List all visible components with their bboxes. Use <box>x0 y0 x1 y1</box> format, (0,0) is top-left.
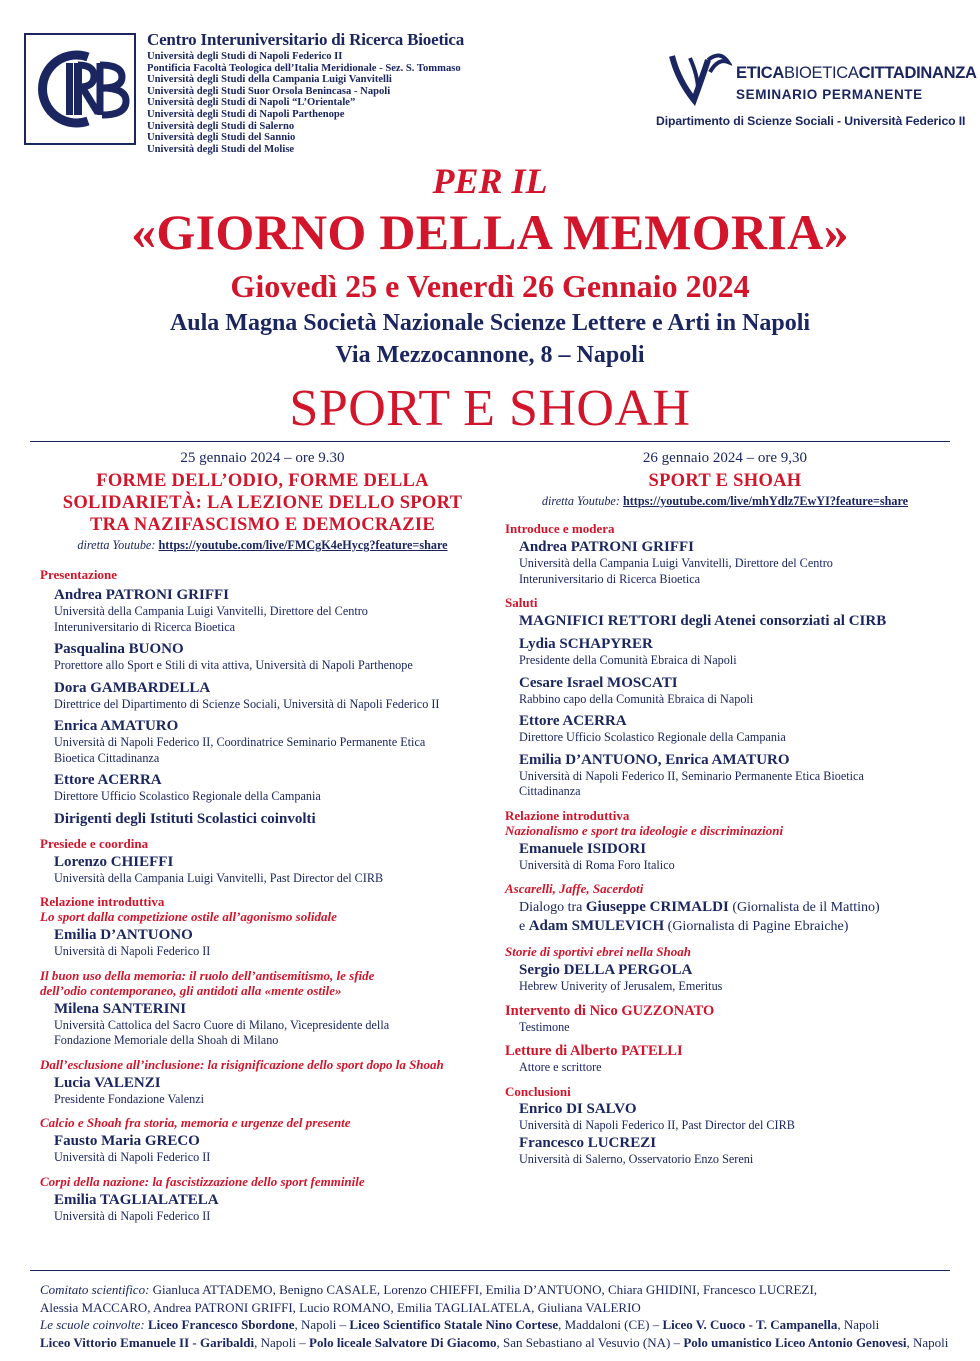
speaker-name: Cesare Israel MOSCATI <box>519 674 678 691</box>
title-per-il: PER IL <box>432 161 548 201</box>
speaker-name: MAGNIFICI RETTORI degli Atenei consorziati al CIRB <box>519 613 887 629</box>
talk-title: dell’odio contemporaneo, gli antidoti alla «mente ostile» <box>40 982 342 998</box>
speaker-name: Dora GAMBARDELLA <box>54 679 211 696</box>
speaker-affiliation: Università di Salerno, Osservatorio Enzo Sereni <box>519 1152 754 1166</box>
school-place: , Napoli – <box>254 1334 310 1350</box>
speaker <box>505 961 945 995</box>
bottom-divider <box>30 1270 950 1271</box>
dialogue-line <box>519 917 945 936</box>
speaker-affiliation: (Giornalista de il Mattino) <box>728 900 880 915</box>
talk-title: Storie di sportivi ebrei nella Shoah <box>505 944 691 959</box>
school-name: Liceo Vittorio Emanuele II - Garibaldi <box>40 1334 255 1350</box>
speaker-name: Fausto Maria GRECO <box>54 1133 200 1149</box>
dialogue-text: e <box>519 919 529 934</box>
venue-address: Via Mezzocannone, 8 – Napoli <box>335 342 645 368</box>
day2-youtube <box>505 494 945 509</box>
talk-title: Lo sport dalla competizione ostile all’agonismo solidale <box>40 909 337 924</box>
speaker-name: Francesco LUCREZI <box>519 1135 657 1151</box>
section-presiede: Presiede e coordina <box>40 835 149 851</box>
speaker-affiliation: Bioetica Cittadinanza <box>54 750 160 765</box>
speaker <box>505 840 945 874</box>
section-saluti: Saluti <box>505 595 538 610</box>
speaker-affiliation: Direttore Ufficio Scolastico Regionale della Campania <box>519 730 786 744</box>
cirb-member: Università degli Studi di Napoli “L’Orientale” <box>147 97 356 109</box>
speaker-affiliation: Interuniversitario di Ricerca Bioetica <box>54 619 236 634</box>
speaker-affiliation: Università di Napoli Federico II <box>54 1150 211 1164</box>
speaker <box>40 586 485 635</box>
cirb-member: Università degli Studi della Campania Luigi Vanvitelli <box>147 74 392 86</box>
section-presentazione: Presentazione <box>40 567 118 582</box>
day2-title: SPORT E SHOAH <box>648 471 802 491</box>
etica-brand-part: ETICA <box>736 64 785 82</box>
speaker <box>40 679 485 713</box>
speaker-affiliation: Università di Napoli Federico II <box>54 1208 211 1223</box>
day2-column <box>505 450 945 1168</box>
speaker-affiliation: (Giornalista di Pagine Ebraiche) <box>664 919 849 934</box>
etica-brand-part: CITTADINANZA <box>858 64 977 82</box>
day2-date: 26 gennaio 2024 – ore 9,30 <box>642 450 808 466</box>
comitato-label: Comitato scientifico: <box>40 1282 150 1297</box>
talk-title: Corpi della nazione: la fascistizzazione dello sport femminile <box>40 1173 365 1189</box>
section-intervento: Intervento di Nico GUZZONATO <box>505 1002 715 1019</box>
speaker-name: Pasqualina BUONO <box>54 641 184 657</box>
cirb-member: Università degli Studi di Salerno <box>147 120 295 132</box>
speaker <box>40 1074 485 1108</box>
speaker <box>505 674 945 708</box>
cirb-member: Pontificia Facoltà Teologica dell’Italia Meridionale - Sez. S. Tommaso <box>147 62 461 74</box>
dialogue-text: Dialogo tra <box>519 900 586 915</box>
speaker <box>40 926 485 960</box>
speaker-affiliation: Direttore Ufficio Scolastico Regionale della Campania <box>54 789 321 803</box>
youtube-label: diretta Youtube: <box>77 538 156 552</box>
day1-youtube <box>40 538 485 553</box>
scuole-label: Le scuole coinvolte: <box>40 1317 145 1333</box>
day1-title-line: SOLIDARIETÀ: LA LEZIONE DELLO SPORT <box>62 493 463 513</box>
etica-department: Dipartimento di Scienze Sociali - Università Federico II <box>656 114 966 128</box>
dialogue-line <box>519 898 945 917</box>
speaker <box>505 1134 945 1168</box>
etica-brand-part: BIOETICA <box>784 64 859 82</box>
speaker <box>40 640 485 674</box>
top-divider <box>30 441 950 442</box>
footer <box>40 1281 949 1351</box>
cirb-member: Università degli Studi del Sannio <box>147 132 296 144</box>
cirb-logo-mark <box>26 35 134 143</box>
school-name: Liceo V. Cuoco - T. Campanella <box>662 1317 838 1333</box>
speaker-affiliation: Università della Campania Luigi Vanvitelli, Direttore del Centro <box>519 556 833 570</box>
cirb-member-list <box>147 51 464 155</box>
cirb-member: Università degli Studi di Napoli Parthenope <box>147 108 345 120</box>
speaker-affiliation: Presidente Fondazione Valenzi <box>54 1091 205 1106</box>
etica-subtitle: SEMINARIO PERMANENTE <box>736 87 923 102</box>
school-place: , San Sebastiano al Vesuvio (NA) – <box>496 1334 684 1350</box>
cirb-member: Università degli Studi Suor Orsola Benincasa - Napoli <box>147 85 391 97</box>
speaker-name: Lydia SCHAPYRER <box>519 636 653 652</box>
speaker-affiliation: Cittadinanza <box>519 784 581 798</box>
speaker-affiliation: Presidente della Comunità Ebraica di Napoli <box>519 653 737 667</box>
scuole-line <box>40 1334 949 1352</box>
speaker-affiliation: Università di Napoli Federico II <box>54 944 211 958</box>
comitato-names: Gianluca ATTADEMO, Benigno CASALE, Lorenzo CHIEFFI, Emilia D’ANTUONO, Chiara GHIDINI, Francesco LUCREZI, <box>149 1282 818 1297</box>
speaker-name: Dirigenti degli Istituti Scolastici coinvolti <box>54 810 316 827</box>
speaker-name: Emilia D’ANTUONO <box>54 927 193 943</box>
speaker <box>505 635 945 669</box>
event-dates: Giovedì 25 e Venerdì 26 Gennaio 2024 <box>230 268 750 304</box>
speaker <box>40 717 485 766</box>
speaker-affiliation: Università di Napoli Federico II, Coordinatrice Seminario Permanente Etica <box>54 735 426 749</box>
day1-youtube-link[interactable]: https://youtube.com/live/FMCgK4eHycg?feature=share <box>158 538 448 552</box>
etica-logo-icon <box>668 50 732 106</box>
day1-title-line: FORME DELL’ODIO, FORME DELLA <box>96 471 429 491</box>
speaker-affiliation: Università della Campania Luigi Vanvitelli, Past Director del CIRB <box>54 870 384 885</box>
section-introduce: Introduce e modera <box>505 521 615 536</box>
speaker-affiliation: Testimone <box>519 1019 570 1034</box>
dialogue <box>505 898 945 936</box>
speaker-affiliation: Università di Napoli Federico II, Past Director del CIRB <box>519 1117 795 1132</box>
talk-title: Ascarelli, Jaffe, Sacerdoti <box>505 881 644 896</box>
speaker <box>40 810 485 828</box>
speaker <box>505 1060 945 1076</box>
speaker-name: Andrea PATRONI GRIFFI <box>54 587 230 603</box>
speaker-name: Milena SANTERINI <box>54 1000 187 1017</box>
section-relazione: Relazione introduttiva <box>505 807 630 823</box>
school-name: Liceo Francesco Sbordone <box>144 1317 295 1333</box>
school-place: , Napoli – <box>294 1317 350 1333</box>
youtube-label: diretta Youtube: <box>541 494 620 508</box>
speaker-affiliation: Università Cattolica del Sacro Cuore di Milano, Vicepresidente della <box>54 1017 390 1032</box>
speaker-affiliation: Attore e scrittore <box>519 1060 602 1074</box>
venue-name: Aula Magna Società Nazionale Scienze Lettere e Arti in Napoli <box>169 310 811 336</box>
speaker-affiliation: Università di Napoli Federico II, Seminario Permanente Etica Bioetica <box>519 768 864 783</box>
speaker-name: Sergio DELLA PERGOLA <box>519 962 693 978</box>
speaker-affiliation: Hebrew Univerity of Jerusalem, Emeritus <box>519 979 723 993</box>
speaker <box>505 751 945 800</box>
speaker-name: Adam SMULEVICH <box>528 918 665 934</box>
talk-title: Nazionalismo e sport tra ideologie e discriminazioni <box>505 822 784 838</box>
cirb-member: Università degli Studi del Molise <box>147 143 295 155</box>
cirb-logo <box>24 33 136 145</box>
speaker-affiliation: Università di Roma Foro Italico <box>519 857 675 872</box>
speaker <box>40 853 485 887</box>
speaker-name: Enrico DI SALVO <box>519 1100 637 1117</box>
speaker-name: Emilia TAGLIALATELA <box>54 1191 219 1208</box>
theme-title: SPORT E SHOAH <box>289 380 691 437</box>
day1-date: 25 gennaio 2024 – ore 9.30 <box>180 450 345 466</box>
school-place: , Napoli <box>837 1317 880 1333</box>
day2-youtube-link[interactable]: https://youtube.com/live/mhYdlz7EwYI?feature=share <box>622 494 909 508</box>
speaker-affiliation: Fondazione Memoriale della Shoah di Milano <box>54 1033 279 1047</box>
school-name: Polo umanistico Liceo Antonio Genovesi <box>683 1334 907 1350</box>
speaker <box>505 712 945 746</box>
school-place: , Napoli <box>906 1334 949 1350</box>
speaker <box>40 771 485 805</box>
day1-column <box>40 450 485 1224</box>
comitato-names: Alessia MACCARO, Andrea PATRONI GRIFFI, Lucio ROMANO, Emilia TAGLIALATELA, Giuliana VALERIO <box>40 1299 641 1315</box>
speaker-name: Enrica AMATURO <box>54 718 179 734</box>
speaker-affiliation: Interuniversitario di Ricerca Bioetica <box>519 571 701 586</box>
speaker-name: Giuseppe CRIMALDI <box>585 899 729 915</box>
speaker-affiliation: Direttrice del Dipartimento di Scienze Sociali, Università di Napoli Federico II <box>54 696 440 711</box>
speaker-name: Emilia D’ANTUONO, Enrica AMATURO <box>519 751 790 768</box>
talk-title: Calcio e Shoah fra storia, memoria e urgenze del presente <box>40 1115 351 1130</box>
section-conclusioni: Conclusioni <box>505 1083 571 1099</box>
speaker <box>40 1000 485 1049</box>
speaker-affiliation: Prorettore allo Sport e Stili di vita attiva, Università di Napoli Parthenope <box>54 658 413 672</box>
etica-brand <box>736 64 977 83</box>
speaker <box>40 1132 485 1166</box>
cirb-title: Centro Interuniversitario di Ricerca Bioetica <box>147 30 465 49</box>
speaker <box>40 1191 485 1225</box>
talk-title: Il buon uso della memoria: il ruolo dell’antisemitismo, le sfide <box>40 967 375 983</box>
speaker <box>505 538 945 587</box>
speaker-name: Ettore ACERRA <box>519 713 627 729</box>
speaker <box>505 1100 945 1134</box>
school-name: Liceo Scientifico Statale Nino Cortese <box>349 1317 559 1333</box>
cirb-member: Università degli Studi di Napoli Federico II <box>147 51 343 62</box>
main-title: «GIORNO DELLA MEMORIA» <box>131 204 849 260</box>
speaker-affiliation: Università della Campania Luigi Vanvitelli, Direttore del Centro <box>54 604 368 618</box>
speaker-name: Emanuele ISIDORI <box>519 840 647 857</box>
cirb-info <box>147 30 464 155</box>
school-name: Polo liceale Salvatore Di Giacomo <box>309 1334 497 1350</box>
day1-title-line: TRA NAZIFASCISMO E DEMOCRAZIE <box>90 515 435 535</box>
speaker <box>505 1020 945 1036</box>
speaker-affiliation: Rabbino capo della Comunità Ebraica di Napoli <box>519 691 754 706</box>
scuole-line <box>40 1316 940 1334</box>
speaker-name: Lucia VALENZI <box>54 1074 161 1091</box>
speaker-name: Ettore ACERRA <box>54 772 162 788</box>
comitato-line <box>40 1281 940 1299</box>
speaker-name: Andrea PATRONI GRIFFI <box>519 539 695 555</box>
school-place: , Maddaloni (CE) – <box>558 1317 663 1333</box>
speaker-name: Lorenzo CHIEFFI <box>54 853 174 870</box>
section-letture: Letture di Alberto PATELLI <box>505 1043 683 1059</box>
speaker <box>505 612 945 630</box>
section-relazione: Relazione introduttiva <box>40 894 165 909</box>
talk-title: Dall’esclusione all’inclusione: la risignificazione dello sport dopo la Shoah <box>40 1056 444 1072</box>
